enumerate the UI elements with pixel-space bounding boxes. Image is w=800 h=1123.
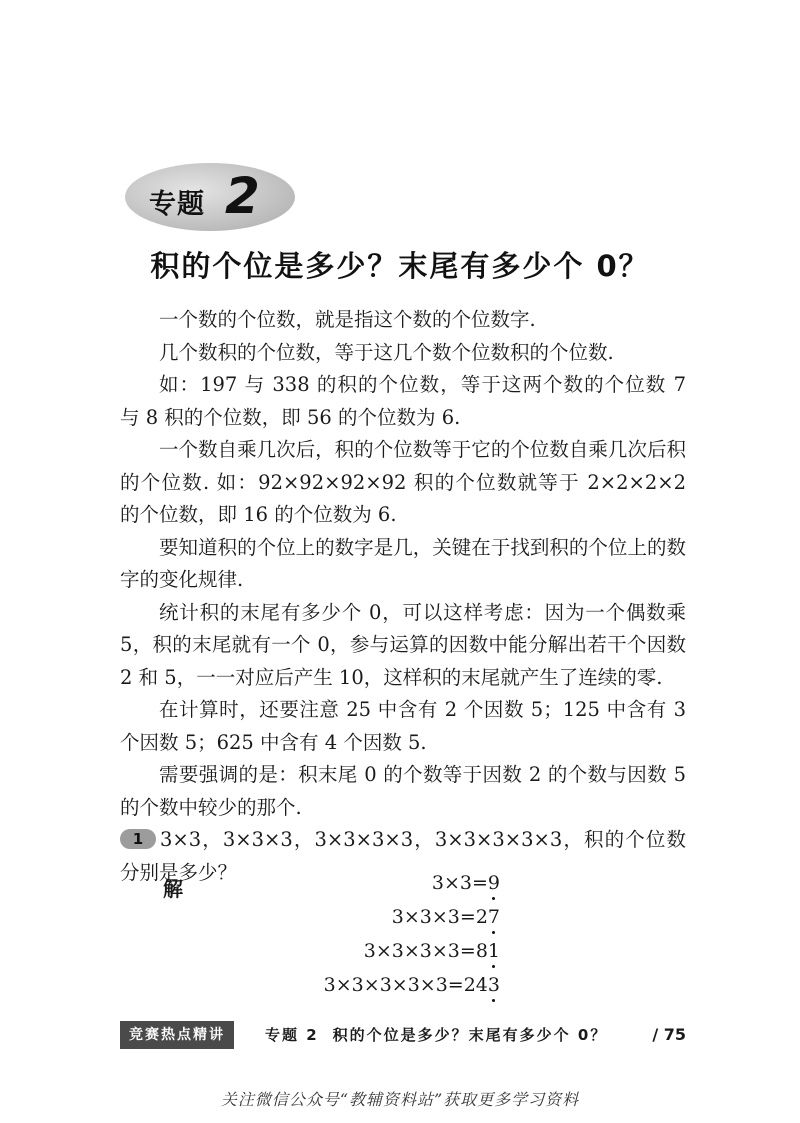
equation-row (392, 906, 500, 928)
example-text: 3×3，3×3×3，3×3×3×3，3×3×3×3×3，积的个位数分别是多少？ (120, 828, 686, 884)
running-head-chapter: 专题 2 (265, 1026, 319, 1044)
paragraph: 几个数积的个位数，等于这几个数个位数积的个位数. (159, 340, 614, 364)
equation-lhs: 3×3= (431, 872, 488, 894)
chapter-badge (125, 163, 295, 231)
page-footer (120, 1021, 686, 1049)
paragraph: 要知道积的个位上的数字是几，关键在于找到积的个位上的数字的变化规律. (120, 535, 686, 591)
example-number-badge: 1 (120, 829, 156, 849)
units-digit: 3 (487, 974, 500, 996)
example-question (120, 824, 686, 889)
chapter-number: 2 (225, 167, 260, 225)
paragraph: 如：197 与 338 的积的个位数，等于这两个数的个位数 7 与 8 积的个位数，即 56 的个位数为 6. (120, 373, 686, 429)
equation-result-head: 2 (475, 906, 488, 928)
equation-lhs: 3×3×3= (391, 906, 476, 928)
equation-lhs: 3×3×3×3= (363, 940, 476, 962)
equation-row (364, 940, 500, 962)
watermark-text: 关注微信公众号“教辅资料站”获取更多学习资料 (220, 1090, 580, 1109)
series-label: 竞赛热点精讲 (120, 1021, 234, 1049)
paragraph: 需要强调的是：积末尾 0 的个数等于因数 2 的个数与因数 5 的个数中较少的那个. (120, 763, 686, 819)
equation-row (432, 872, 500, 894)
paragraph: 一个数的个位数，就是指这个数的个位数字. (159, 308, 536, 331)
body-text (120, 304, 686, 889)
paragraph: 在计算时，还要注意 25 中含有 2 个因数 5；125 中含有 3 个因数 5；625 中含有 4 个因数 5. (120, 698, 686, 754)
equation-row (324, 974, 500, 996)
running-head (265, 1021, 621, 1049)
units-digit: 7 (487, 906, 500, 928)
units-digit: 1 (487, 940, 500, 962)
chapter-label: 专题 (149, 189, 205, 220)
equation-result-head: 8 (475, 940, 488, 962)
paragraph: 一个数自乘几次后，积的个位数等于它的个位数自乘几次后积的个位数. 如：92×92×92×92 积的个位数就等于 2×2×2×2 的个位数，即 16 的个位数为 6. (120, 438, 686, 526)
page-number: / 75 (652, 1025, 686, 1044)
solution-label: 解 (163, 877, 183, 901)
units-digit: 9 (487, 872, 500, 894)
equation-lhs: 3×3×3×3×3= (323, 974, 464, 996)
equation-result-head: 24 (463, 974, 488, 996)
running-head-title: 积的个位是多少？末尾有多少个 0？ (332, 1026, 608, 1044)
paragraph: 统计积的末尾有多少个 0，可以这样考虑：因为一个偶数乘 5，积的末尾就有一个 0，参与运算的因数中能分解出若干个因数 2 和 5，一一对应后产生 10，这样积的末尾就产生了连续的零. (120, 600, 686, 689)
page-title: 积的个位是多少？末尾有多少个 0？ (150, 249, 650, 283)
